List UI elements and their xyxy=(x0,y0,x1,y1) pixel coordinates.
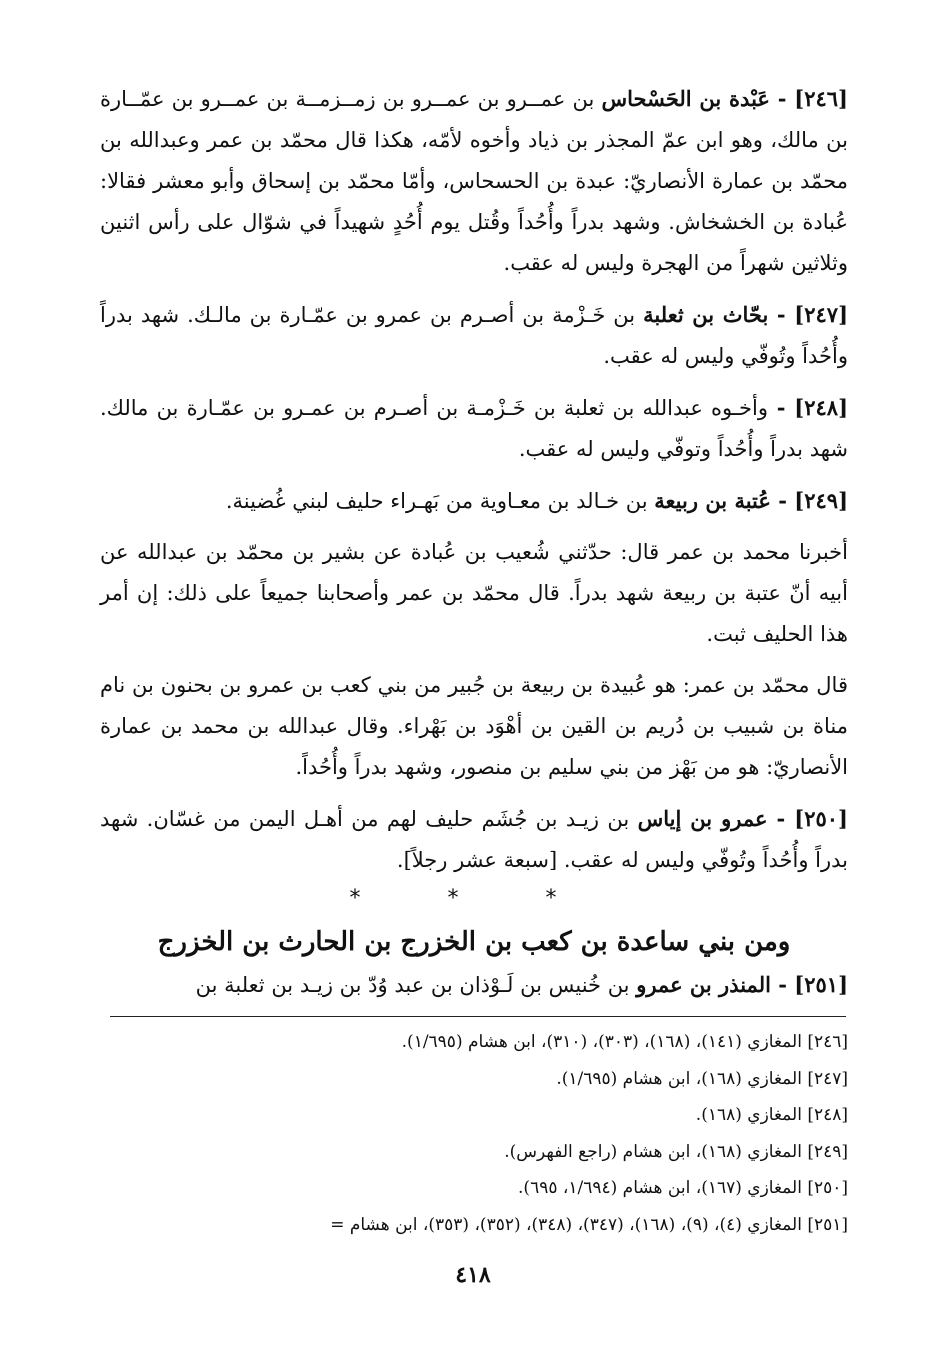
footnote-divider xyxy=(110,1016,846,1017)
footnote: [٢٥١] المغازي (٤)، (٩)، (١٦٨)، (٣٤٧)، (٣٤٨)، (٣٥٢)، (٣٥٣)، ابن هشام = xyxy=(330,1214,848,1235)
entry-name: عمرو بن إياس xyxy=(637,806,768,831)
footnote: [٢٤٦] المغازي (١٤١)، (١٦٨)، (٣٠٣)، (٣١٠)، ابن هشام (١/٦٩٥). xyxy=(401,1032,848,1052)
entry-248 xyxy=(100,387,848,470)
entry-number: [٢٤٩] - xyxy=(770,488,848,513)
entry-name: عَبْدة بن الحَسْحاس xyxy=(601,86,770,111)
entry-249 xyxy=(100,480,848,522)
entry-name: المنذر بن عمرو xyxy=(636,972,771,997)
entry-text: بن زيـد بن جُشَم حليف لهم من أهـل اليمن من غسّان. شهد بدراً وأُحُداً وتُوفّي وليس له عقب. [سبعة عشر رجلاً]. xyxy=(100,807,848,872)
entry-247 xyxy=(100,294,848,377)
main-text xyxy=(100,78,848,881)
paragraph-akhbarana xyxy=(100,532,848,655)
section-separator-stars: * * * xyxy=(349,886,597,911)
entry-name: بحّاث بن ثعلبة xyxy=(643,302,769,327)
footnotes xyxy=(100,1024,848,1243)
footnote: [٢٤٨] المغازي (١٦٨). xyxy=(695,1105,848,1125)
entry-name: عُتبة بن ربيعة xyxy=(654,488,771,513)
entry-text: بن خَـزْمة بن أصـرم بن عمرو بن عمّـارة بن مالـك. شهد بدراً وأُحُداً وتُوفّي وليس له عقب. xyxy=(100,303,848,368)
entry-number: [٢٥٠] - xyxy=(767,806,848,831)
footnote: [٢٥٠] المغازي (١٦٧)، ابن هشام (١/٦٩٤، ٦٩٥). xyxy=(518,1178,848,1198)
entry-250 xyxy=(100,798,848,881)
footnote: [٢٤٧] المغازي (١٦٨)، ابن هشام (١/٦٩٥). xyxy=(556,1068,848,1089)
entry-text: وأخـوه عبدالله بن ثعلبة بن خَـزْمـة بن أصـرم بن عمـرو بن عمّـارة بن مالك. شهد بدراً وأُحُداً وتوفّي وليس له عقب. xyxy=(100,396,848,461)
entry-text: بن خُنيس بن لَـوْذان بن عبد وُدّ بن زيـد بن ثعلبة بن xyxy=(195,973,637,997)
entry-number: [٢٥١] - xyxy=(770,972,848,997)
footnote: [٢٤٩] المغازي (١٦٨)، ابن هشام (راجع الفهرس). xyxy=(504,1141,848,1162)
section-heading: ومن بني ساعدة بن كعب بن الخزرج بن الحارث بن الخزرج xyxy=(157,927,791,957)
page-number: ٤١٨ xyxy=(455,1262,491,1288)
paragraph-text: قال محمّد بن عمر: هو عُبيدة بن ربيعة بن جُبير من بني كعب بن عمرو بن بحنون بن نام مناة بن شبيب بن دُريم بن القين بن أهْوَد بن بَهْراء. وقال عبدالله بن محمد بن عمارة الأنصاريّ: هو من بَهْز من بني سليم بن منصور، وشهد بدراً وأُحُداً. xyxy=(100,673,848,779)
entry-text: بن خـالد بن معـاوية من بَهـراء حليف لبني غُضينة. xyxy=(225,489,655,513)
entry-251 xyxy=(100,968,848,1002)
entry-number: [٢٤٨] - xyxy=(767,395,849,420)
paragraph-qala xyxy=(100,665,848,788)
entry-number: [٢٤٦] - xyxy=(769,86,848,111)
entry-number: [٢٤٧] - xyxy=(768,302,848,327)
entry-text: بن عمــرو بن عمــرو بن زمــزمــة بن عمــرو بن عمّــارة بن مالك، وهو ابن عمّ المجذر بن ذياد وأخوه لأمّه، هكذا قال محمّد بن عمر وعبدالله بن محمّد بن عمارة الأنصاريّ: عبدة بن الحسحاس، وأمّا محمّد بن إسحاق وأبو معشر فقالا: عُبادة بن الخشخاش. وشهد بدراً وأُحُداً وقُتل يوم أُحُدٍ شهيداً في شوّال على رأس اثنين وثلاثين شهراً من الهجرة وليس له عقب. xyxy=(100,87,848,275)
paragraph-text: أخبرنا محمد بن عمر قال: حدّثني شُعيب بن عُبادة عن بشير بن محمّد بن عبدالله عن أبيه أنّ عتبة بن ربيعة شهد بدراً. قال محمّد بن عمر وأصحابنا جميعاً على ذلك: إن أمر هذا الحليف ثبت. xyxy=(100,540,848,646)
entry-246 xyxy=(100,78,848,284)
